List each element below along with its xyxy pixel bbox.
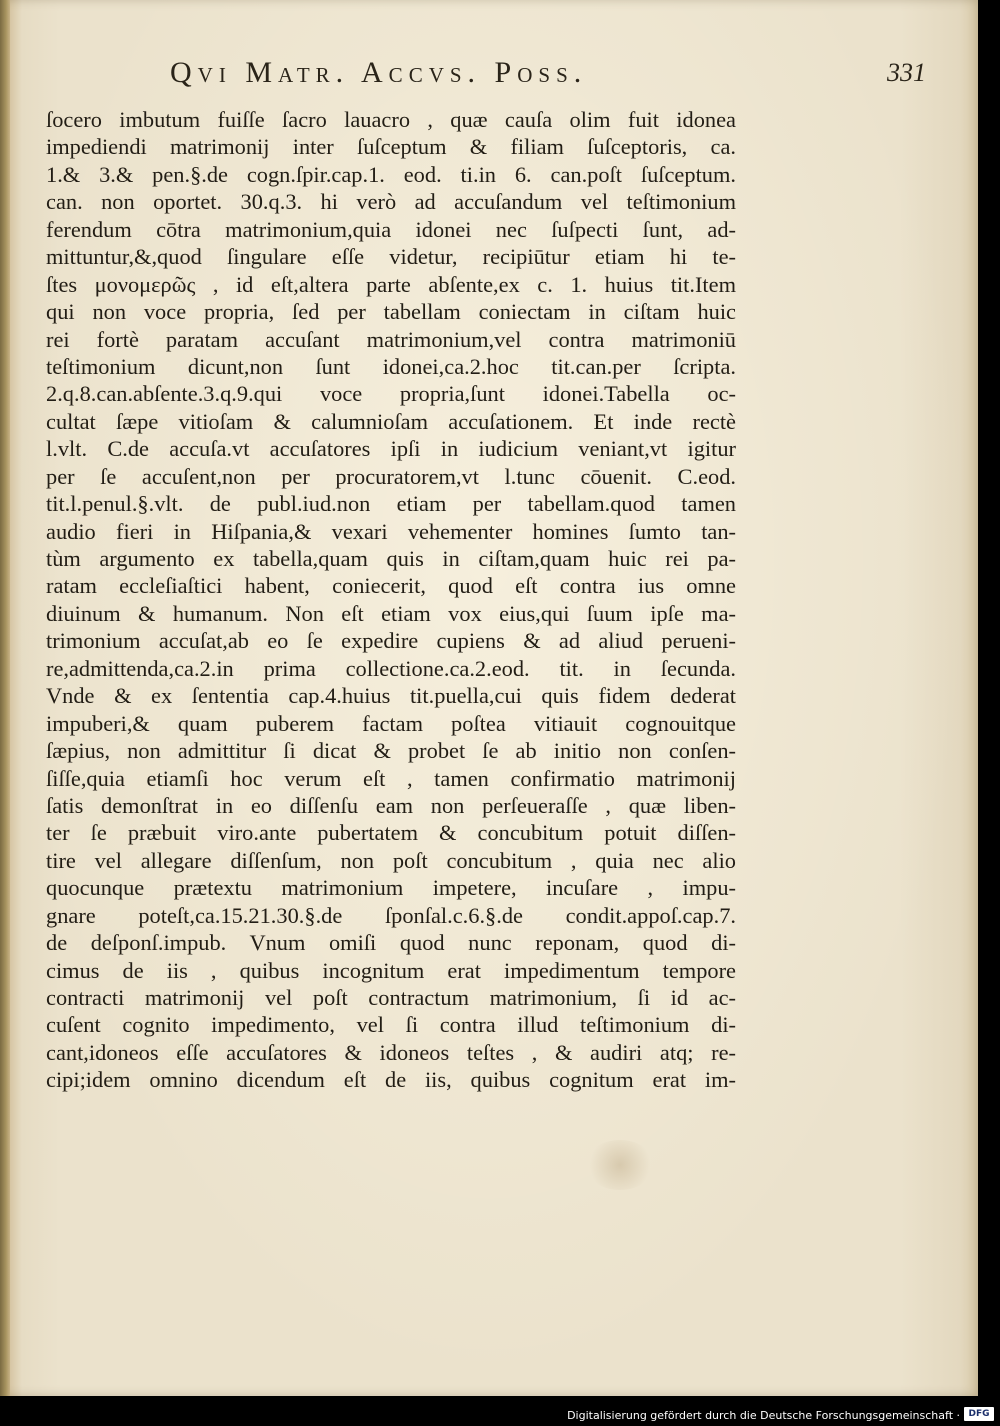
text-line: diuinum & humanum. Non eſt etiam vox eius,qui ſuum ipſe ma-: [46, 600, 736, 626]
text-line: 2.q.8.can.abſente.3.q.9.qui voce propria,ſunt idonei.Tabella oc-: [46, 381, 736, 407]
text-line: l.vlt. C.de accuſa.vt accuſatores ipſi in iudicium veniant,vt igitur: [46, 436, 736, 462]
text-line: cimus de iis , quibus incognitum erat impedimentum tempore: [46, 957, 736, 983]
text-line: Vnde & ex ſententia cap.4.huius tit.puella,cui quis fidem dederat: [46, 683, 736, 709]
running-head: [150, 56, 930, 100]
paper-stain: [585, 1140, 655, 1190]
text-line: 1.& 3.& pen.§.de cogn.ſpir.cap.1. eod. ti.in 6. can.poſt ſuſceptum.: [46, 161, 736, 187]
text-line: tire vel allegare diſſenſum, non poſt concubitum , quia nec alio: [46, 847, 736, 873]
text-line: quocunque prætextu matrimonium impetere, incuſare , impu-: [46, 875, 736, 901]
text-line: cultat ſæpe vitioſam & calumnioſam accuſationem. Et inde rectè: [46, 408, 736, 434]
text-line: contracti matrimonij vel poſt contractum matrimonium, ſi id ac-: [46, 985, 736, 1010]
dfg-logo: DFG: [964, 1407, 994, 1421]
text-line: ferendum cōtra matrimonium,quia idonei nec ſuſpecti ſunt, ad-: [46, 216, 736, 242]
text-line: ſocero imbutum fuiſſe ſacro lauacro , quæ cauſa olim fuit idonea: [46, 107, 736, 132]
text-line: impediendi matrimonij inter ſuſceptum & filiam ſuſceptoris, ca.: [46, 134, 736, 160]
page-number: 331: [887, 58, 926, 87]
body-text: [46, 106, 736, 1094]
digitization-credit: Digitalisierung gefördert durch die Deutsche Forschungsgemeinschaft ·: [567, 1409, 960, 1422]
text-line: qui non voce propria, ſed per tabellam coniectam in ciſtam huic: [46, 299, 736, 325]
text-line: tit.l.penul.§.vlt. de publ.iud.non etiam per tabellam.quod tamen: [46, 491, 736, 517]
text-line: ſatis demonſtrat in eo diſſenſu eam non perſeueraſſe , quæ liben-: [46, 792, 736, 818]
text-line: teſtimonium dicunt,non ſunt idonei,ca.2.hoc tit.can.per ſcripta.: [46, 353, 736, 379]
text-line: cant,idoneos eſſe accuſatores & idoneos teſtes , & audiri atq; re-: [46, 1039, 736, 1065]
text-line: re,admittenda,ca.2.in prima collectione.ca.2.eod. tit. in ſecunda.: [46, 655, 736, 681]
text-line: ſtes μονομερῶς , id eſt,altera parte abſente,ex c. 1. huius tit.Item: [46, 271, 736, 297]
text-line: mittuntur,&,quod ſingulare eſſe videtur, recipiūtur etiam hi te-: [46, 244, 736, 270]
text-line: can. non oportet. 30.q.3. hi verò ad accuſandum vel teſtimonium: [46, 189, 736, 215]
text-line: cuſent cognito impedimento, vel ſi contra illud teſtimonium di-: [46, 1012, 736, 1038]
text-line: impuberi,& quam puberem factam poſtea vitiauit cognouitque: [46, 710, 736, 736]
text-line: gnare poteſt,ca.15.21.30.§.de ſponſal.c.6.§.de condit.appoſ.cap.7.: [46, 902, 736, 928]
text-line: ſiſſe,quia etiamſi hoc verum eſt , tamen confirmatio matrimonij: [46, 765, 736, 791]
text-line: ſæpius, non admittitur ſi dicat & probet ſe ab initio non conſen-: [46, 738, 736, 764]
text-line: cipi;idem omnino dicendum eſt de iis, quibus cognitum erat im-: [46, 1067, 736, 1093]
page-spine-edge: [0, 0, 10, 1396]
text-line: tùm argumento ex tabella,quam quis in ciſtam,quam huic rei pa-: [46, 546, 736, 571]
text-line: rei fortè paratam accuſant matrimonium,vel contra matrimoniū: [46, 326, 736, 352]
text-line: per ſe accuſent,non per procuratorem,vt l.tunc cōuenit. C.eod.: [46, 463, 736, 489]
text-line: ter ſe præbuit viro.ante pubertatem & concubitum potuit diſſen-: [46, 820, 736, 846]
text-line: de deſponſ.impub. Vnum omiſi quod nunc reponam, quod di-: [46, 930, 736, 956]
running-head-title: Qvi Matr. Accvs. Poss.: [170, 56, 588, 89]
text-line: ratam eccleſiaſtici habent, coniecerit, quod eſt contra ius omne: [46, 573, 736, 599]
text-line: trimonium accuſat,ab eo ſe expedire cupiens & ad aliud perueni-: [46, 628, 736, 654]
text-line: audio fieri in Hiſpania,& vexari vehementer homines ſumto tan-: [46, 518, 736, 544]
